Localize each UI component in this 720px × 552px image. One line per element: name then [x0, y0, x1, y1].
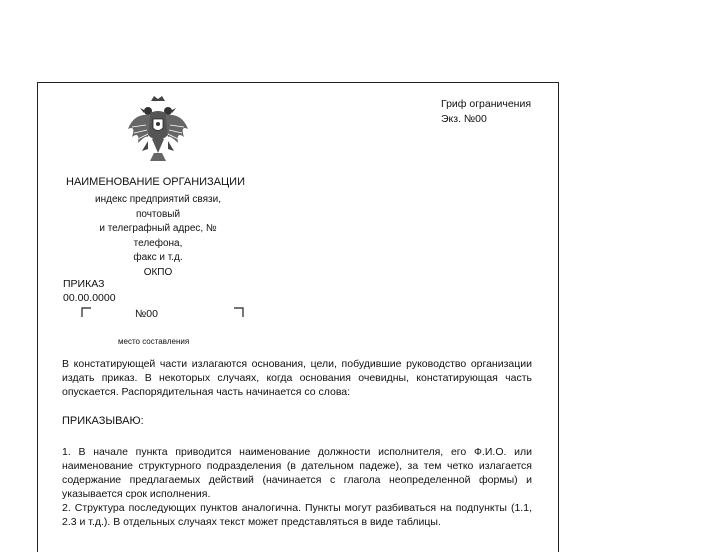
order-heading: ПРИКАЗЫВАЮ:: [62, 415, 144, 427]
organization-name: НАИМЕНОВАНИЕ ОРГАНИЗАЦИИ: [66, 176, 245, 188]
restriction-stamp: [441, 97, 531, 127]
corner-mark-left-icon: [81, 307, 91, 317]
org-detail-line: ОКПО: [143, 266, 173, 278]
order-item-text: 2. Структура последующих пунктов аналогична. Пункты могут разбиваться на подпункты (1.1, 2.3 и т.д.). В отдельных случаях текст может представляться в виде таблицы.: [62, 502, 532, 528]
org-detail-line: почтовый: [135, 208, 181, 220]
org-detail-line: факс и т.д.: [133, 252, 183, 263]
organization-details: [78, 193, 238, 280]
org-detail-line: индекс предприятий связи,: [95, 194, 221, 205]
order-item-1: [62, 445, 532, 501]
document-page: [37, 82, 559, 552]
order-number: №00: [135, 308, 158, 320]
restriction-label: Гриф ограничения: [441, 98, 532, 110]
order-title-block: [63, 277, 116, 305]
coat-of-arms-icon: [126, 95, 190, 165]
org-detail-line: телефона,: [133, 237, 183, 249]
intro-paragraph: [62, 357, 532, 399]
org-detail-line: и телеграфный адрес, №: [99, 223, 217, 234]
order-title: ПРИКАЗ: [63, 278, 105, 290]
order-date: 00.00.0000: [63, 292, 116, 304]
corner-mark-right-icon: [234, 307, 244, 317]
order-item-text: 1. В начале пункта приводится наименование должности исполнителя, его Ф.И.О. или наименование структурного подразделения (в дательном падеже), за тем четко излагается содержание предлагаемых действий (начинается с глагола неопределенной формы) и указывается срок исполнения.: [62, 446, 532, 500]
order-item-2: [62, 501, 532, 529]
place-of-issue: место составления: [118, 337, 190, 346]
copy-number: Экз. №00: [441, 113, 487, 125]
intro-text: В констатирующей части излагаются основания, цели, побудившие руководство организации издать приказ. В некоторых случаях, когда основания очевидны, констатирующая часть опускается. Распорядительная часть начинается со слова:: [62, 358, 532, 398]
